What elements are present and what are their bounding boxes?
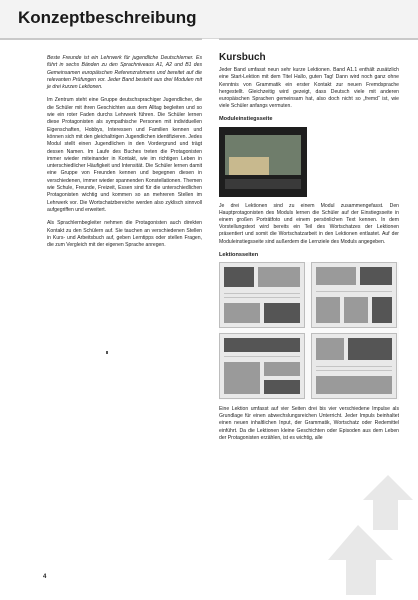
subheading-moduleinstiegsseite: Moduleinstiegsseite: [219, 116, 273, 123]
divider-left: [0, 38, 202, 40]
page-title: Konzeptbeschreibung: [18, 8, 197, 27]
caption-strip: [225, 179, 301, 189]
paragraph: Jeder Band umfasst neun sehr kurze Lektionen. Band A1.1 enthält zusätzlich eine Start-Lektion mit dem Titel Hallo, guten Tag! Dann wird noch ganz ohne Kenntnis von Grammatik ein erster Kontakt zur neuen Fremdsprache hergestellt. Gleichzeitig wird gezeigt, dass Deutsch viele mit anderen europäischen Sprachen gemeinsam hat, also doch nicht so „fremd“ ist, wie viele Schüler anfangs vermuten.: [219, 67, 399, 110]
divider-right: [219, 38, 418, 40]
lesson-page-thumb: [219, 333, 305, 399]
right-column: [219, 54, 399, 446]
lesson-page-thumb: [219, 262, 305, 328]
left-column: [47, 55, 202, 255]
lesson-page-thumb: [311, 262, 397, 328]
paragraph: Beste Freunde ist ein Lehrwerk für jugendliche Deutschlerner. Es führt in sechs Bänden zu den Sprachniveaus A1, A2 und B1 des Gemeinsamen europäischen Referenzrahmens und bereitet auf die relevanten Prüfungen vor. Jeder Band besteht aus drei Modulen mit je drei kurzen Lektionen.: [47, 55, 202, 91]
page-header: [0, 0, 418, 39]
paragraph: Im Zentrum steht eine Gruppe deutschsprachiger Jugendlicher, die die Schüler mit ihren Geschichten aus dem Alltag begleiten und so wie ein roter Faden durchs Lehrwerk führen. Die Schüler lernen diese Protagonisten als sympathische Personen mit individuellen Eigenschaften, Hobbys, Interessen und Familien kennen und können sich mit den gleichaltrigen Jugendlichen identifizieren. Jedes Modul stellt einen Jugendlichen in den Vordergrund und trägt dessen Namen. Im Laufe des Buches treten die Protagonisten immer wieder miteinander in Kontakt, wie im richtigen Leben in unterschiedlicher Häufigkeit und Intensität. Die Schüler lernen damit eine Gruppe von Freunden kennen und begegnen diesen in verschiedenen, immer wieder spannenden Konstellationen. Themen wie Schule, Freunde, Freizeit, Essen sind für die unterschiedlichen Protagonisten wichtig und kommen so an mehreren Stellen im Lehrwerk vor. Die Wortschatzbereiche werden also zyklisch sinnvoll aufgegriffen und erweitert.: [47, 97, 202, 213]
module-intro-page-thumbnail: [219, 127, 307, 197]
paragraph: Je drei Lektionen sind zu einem Modul zusammengefasst. Den Hauptprotagonisten des Moduls lernen die Schüler auf der Einstiegsseite in einem großen Porträtfoto und einem persönlichen Text kennen. In dem Vorstellungstext wird bereits ein Teil des Wortschatzes der Lektionen präsentiert und somit die Wortschatzarbeit in den Lektionen entlastet. Auf der Moduleinstiegsseite sind außerdem die Lernziele des Moduls angegeben.: [219, 202, 399, 245]
lesson-page-thumb: [311, 333, 397, 399]
paragraph: Eine Lektion umfasst auf vier Seiten drei bis vier verschiedene Impulse als Grundlage für einen abwechslungsreichen Unterricht. Jeder Impuls beinhaltet einen neuen inhaltlichen Input, der Grammatik, Wortschatz oder Redemittel einführt. Da die Lektionen kleine Geschichten oder Episoden aus dem Leben der Protagonisten erzählen, ist es wichtig, alle: [219, 406, 399, 441]
stray-mark: [106, 351, 108, 354]
photo-detail: [229, 157, 269, 175]
section-heading-kursbuch: Kursbuch: [219, 52, 266, 63]
paragraph: Als Sprachlernbegleiter nehmen die Protagonisten auch direkten Kontakt zu den Schülern auf. Sie tauchen an verschiedenen Stellen in Kurs- und Arbeitsbuch auf, geben Lerntipps oder stellen Fragen, die zum Vergleich mit der eigenen Sprache anregen.: [47, 220, 202, 249]
subheading-lektionsseiten: Lektionsseiten: [219, 251, 259, 258]
page-number: 4: [43, 574, 47, 580]
lesson-pages-thumbnail: [219, 262, 399, 400]
watermark-logo-icon: [318, 470, 418, 600]
